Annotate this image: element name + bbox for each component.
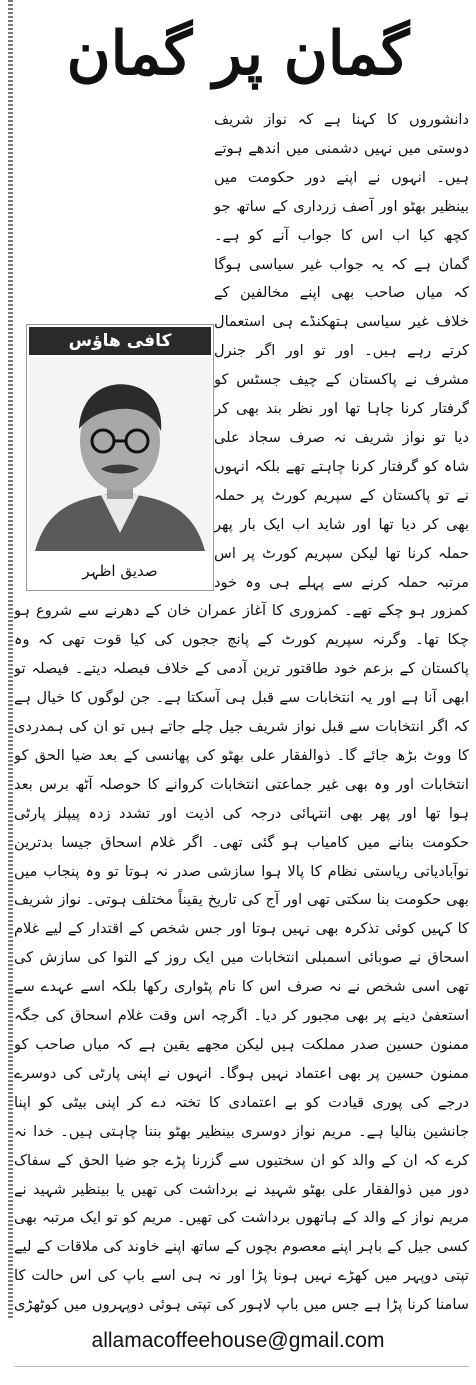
column-border [8, 0, 13, 1318]
article-paragraph: دانشوروں کا کہنا ہے کہ نواز شریف دوستی میں نہیں دشمنی میں اندھے ہوتے ہیں۔ انہوں نے اپنے دور حکومت میں بینظیر بھٹو اور آصف زرداری کے ساتھ جو کچھ کیا اب اس کا جواب آنے کو ہے۔ گمان ہے کہ یہ جواب غیر سیاسی ہوگا کہ میاں صاحب بھی اپنے مخالفین کے خلاف غیر سیاسی ہتھکنڈے ہی استعمال کرتے رہے ہیں۔ اور تو اور اگر جنرل مشرف نے پاکستان کے چیف جسٹس کو گرفتار کرنا چاہا تھا اور نظر بند بھی کر دیا تو نواز شریف نہ صرف سجاد علی شاہ کو گرفتار کرنا چاہتے تھے بلکہ انہوں نے تو پاکستان کے سپریم کورٹ پر حملہ بھی کر دیا تھا اور شاید اب ایک بار پھر حملہ کرنا تھا لیکن سپریم کورٹ پر اس مرتبہ حملہ کرنے سے پہلے ہی وہ خود کمزور ہو چکے تھے۔ کمزوری کا آغاز عمران خان کے دھرنے سے شروع ہو چکا تھا۔ وگرنہ سپریم کورٹ کے پانچ ججوں کی کیا قوت تھی کہ وہ پاکستان کے بزعم خود طاقتور ترین آدمی کے خلاف فیصلہ دیتے۔ فیصلہ تو ابھی آنا ہے اور یہ انتخابات سے قبل ہی آسکتا ہے۔ جن لوگوں کا خیال ہے کہ اگر انتخابات سے قبل نواز شریف جیل چلے جاتے ہیں تو ان کی ہمدردی کا ووٹ بڑھ جائے گا۔ ذوالفقار علی بھٹو کی پھانسی کے بعد ضیا الحق کو انتخابات اور وہ بھی غیر جماعتی انتخابات کروانے کا حوصلہ آٹھ برس بعد ہوا تھا اور پھر بھی انتہائی درجہ کی اذیت اور تشدد زدہ پیپلز پارٹی حکومت بنانے میں کامیاب ہو گئی تھی۔ اگر غلام اسحاق جیسا بدترین نوآبادیاتی ریاستی نظام کا پالا ہوا سازشی صدر نہ ہوتا تو وہ پنجاب میں بھی حکومت بنا سکتی تھی اور آج کی تاریخ یقیناً مختلف ہوتی۔ نواز شریف کا کہیں کوئی تذکرہ بھی نہیں ہوتا اور جس شخص کے اقتدار کے لیے غلام اسحاق نے صوبائی اسمبلی انتخابات میں ایک روز کے التوا کی سازش کی تھی اسی شخص نے نہ صرف اس کا نام پٹواری رکھا بلکہ اسے عہدے سے استعفیٰ دینے پر بھی مجبور کر دیا۔ اگرچہ اس وقت غلام اسحاق کی جگہ ممنون حسین صدر مملکت ہیں لیکن مجھے یقین ہے کہ میاں صاحب کو ممنون حسین پر بھی اعتماد نہیں ہوگا۔ انہوں نے اپنی پارٹی کی دوسرے درجے کی پوری قیادت کو بے اعتمادی کا تختہ دے کر اپنی بیٹی کو اپنا جانشین بنالیا ہے۔ مریم نواز دوسری بینظیر بھٹو بننا چاہتی ہیں۔ خدا نہ کرے کہ ان کے والد کو ان سختیوں سے گزرنا پڑے جو ضیا الحق کے سفاک دور میں ذوالفقار علی بھٹو شہید نے برداشت کی تھیں یا بینظیر شہید نے مریم نواز کے والد کے ہاتھوں برداشت کی تھیں۔ مریم کو تو ایک مرتبہ بھی کسی جیل کے باہر اپنے معصوم بچوں کے ساتھ اپنے خاوند کی ملاقات کے لیے تپتی دوپہر میں کھڑے نہیں ہونا پڑا اور نہ ہی اسے باپ کی اس حالت کا سامنا کرنا پڑا ہے جس میں باپ لاہور کی تپتی ہوئی دوپہروں میں کوٹھڑی [14, 111, 469, 1314]
column-name: کافی ھاؤس [29, 327, 211, 355]
article-body [14, 106, 469, 1320]
page-title: گمان پر گمان [66, 19, 410, 89]
author-name: صدیق اظہر [82, 562, 158, 580]
author-photo [29, 357, 211, 551]
contact-email: allamacoffeehouse@gmail.com [91, 1329, 385, 1352]
column-inset [26, 324, 214, 591]
bottom-divider [14, 1366, 469, 1367]
